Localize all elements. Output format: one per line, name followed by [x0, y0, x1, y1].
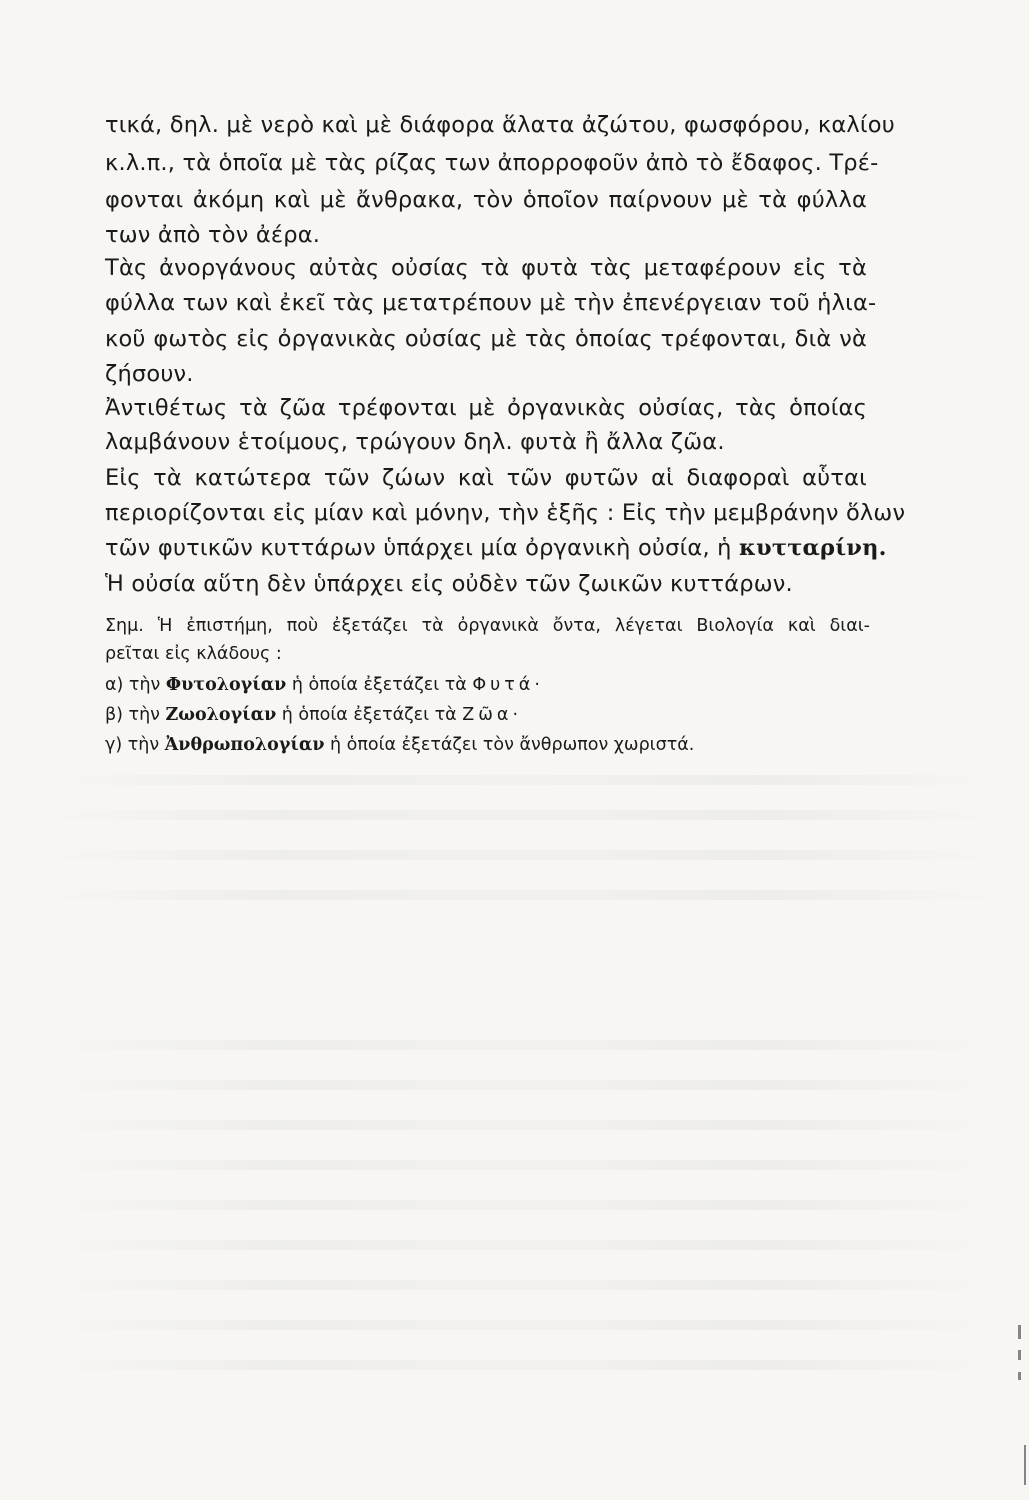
text-line: Ἀντιθέτως τὰ ζῶα τρέφονται μὲ ὀργανικὰς οὐσίας, τὰς ὁποίας [105, 395, 867, 421]
show-through-line [40, 1240, 1000, 1250]
scan-edge-mark [1018, 1325, 1021, 1339]
note-item-prefix: β) τὴν [105, 705, 166, 725]
note-item-b [105, 702, 522, 728]
text-line [105, 533, 887, 563]
note-item-bold: Ζωολογίαν [165, 705, 277, 725]
show-through-line [40, 850, 1000, 860]
note-item-end: Ζῶα· [462, 705, 523, 725]
show-through-line [40, 1280, 1000, 1290]
note-item-bold: Φυτολογίαν [165, 675, 287, 695]
show-through-line [40, 810, 1000, 820]
show-through-line [40, 1040, 1000, 1050]
note-item-prefix: γ) τὴν [105, 735, 165, 755]
show-through-line [40, 1080, 1000, 1090]
text-line: φονται ἀκόμη καὶ μὲ ἄνθρακα, τὸν ὁποῖον παίρνουν μὲ τὰ φύλλα [105, 187, 867, 213]
text-line: των ἀπὸ τὸν ἀέρα. [105, 222, 321, 248]
text-segment: τῶν φυτικῶν κυττάρων ὑπάρχει μία ὀργανικὴ οὐσία, ἡ [105, 535, 739, 561]
note-line: ρεῖται εἰς κλάδους : [105, 644, 282, 664]
note-item-mid: ἡ ὁποία ἐξετάζει τὰ [286, 675, 473, 695]
scan-edge-mark [1018, 1350, 1021, 1360]
note-item-mid: ἡ ὁποία ἐξετάζει τὰ [276, 705, 463, 725]
note-line: Σημ. Ἡ ἐπιστήμη, ποὺ ἐξετάζει τὰ ὀργανικὰ ὄντα, λέγεται Βιολογία καὶ διαι- [105, 616, 870, 636]
text-line: κ.λ.π., τὰ ὁποῖα μὲ τὰς ρίζας των ἀπορροφοῦν ἀπὸ τὸ ἔδαφος. Τρέ- [105, 150, 879, 176]
text-line: λαμβάνουν ἑτοίμους, τρώγουν δηλ. φυτὰ ἢ ἄλλα ζῶα. [105, 429, 725, 455]
show-through-line [40, 775, 1000, 785]
scan-edge-mark [1018, 1372, 1021, 1380]
text-line: Τὰς ἀνοργάνους αὐτὰς οὐσίας τὰ φυτὰ τὰς μεταφέρουν εἰς τὰ [105, 255, 867, 281]
bold-term-cellulose: κυτταρίνη. [738, 535, 887, 561]
text-line: ζήσουν. [105, 361, 194, 387]
note-item-bold: Ἀνθρωπολογίαν [164, 735, 325, 755]
text-line: φύλλα των καὶ ἐκεῖ τὰς μετατρέπουν μὲ τὴν ἐπενέργειαν τοῦ ἡλια- [105, 290, 877, 316]
show-through-line [40, 1120, 1000, 1130]
note-item-mid: ἡ ὁποία ἐξετάζει τὸν ἄνθρωπον χωριστά. [324, 735, 695, 755]
note-item-a [105, 672, 544, 698]
text-line: Ἡ οὐσία αὕτη δὲν ὑπάρχει εἰς οὐδὲν τῶν ζωικῶν κυττάρων. [105, 571, 793, 597]
show-through-line [40, 1160, 1000, 1170]
text-line: τικά, δηλ. μὲ νερὸ καὶ μὲ διάφορα ἅλατα ἀζώτου, φωσφόρου, καλίου [105, 112, 895, 138]
text-line: κοῦ φωτὸς εἰς ὀργανικὰς οὐσίας μὲ τὰς ὁποίας τρέφονται, διὰ νὰ [105, 326, 867, 352]
note-item-c [105, 732, 694, 758]
show-through-line [40, 1360, 1000, 1370]
show-through-line [40, 1200, 1000, 1210]
note-item-prefix: α) τὴν [105, 675, 166, 695]
show-through-line [40, 890, 1000, 900]
text-line: Εἰς τὰ κατώτερα τῶν ζώων καὶ τῶν φυτῶν αἱ διαφοραὶ αὗται [105, 465, 867, 491]
scan-edge-mark [1024, 1445, 1026, 1485]
text-line: περιορίζονται εἰς μίαν καὶ μόνην, τὴν ἑξῆς : Εἰς τὴν μεμβράνην ὅλων [105, 500, 906, 526]
note-item-end: Φυτά· [472, 675, 544, 695]
show-through-line [40, 1320, 1000, 1330]
